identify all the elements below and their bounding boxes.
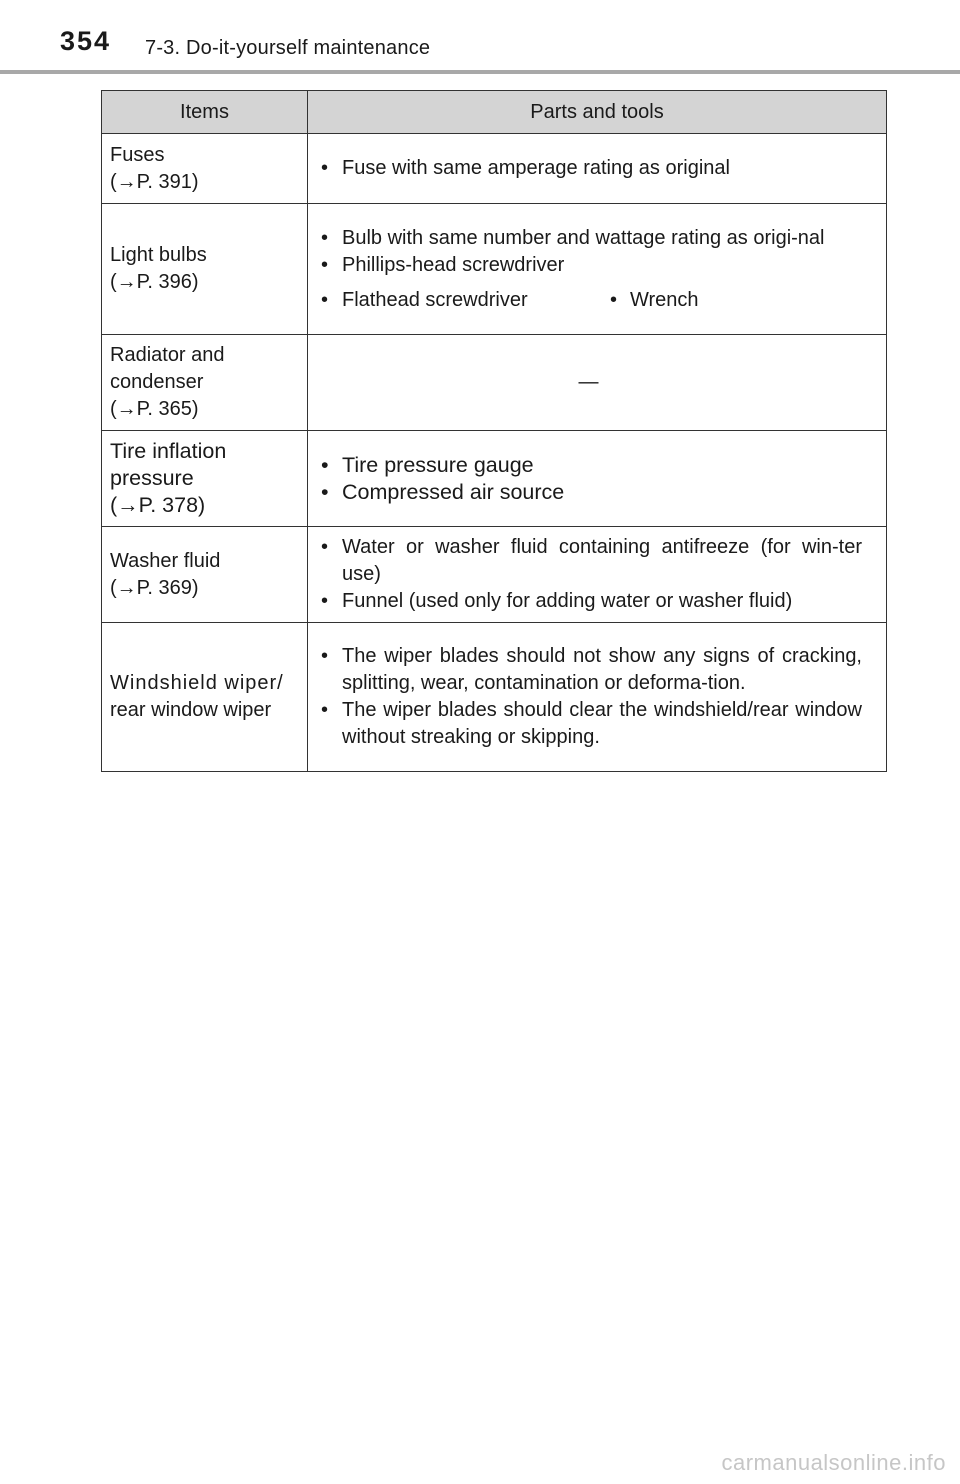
list-item: • Bulb with same number and wattage rating as origi-nal — [315, 225, 862, 252]
table-row — [102, 335, 887, 431]
list-item: • Funnel (used only for adding water or washer fluid) — [315, 588, 862, 615]
list-item: • Compressed air source — [315, 479, 862, 506]
column-header-items: Items — [102, 91, 308, 134]
page-reference-link[interactable]: (→P. 369) — [110, 576, 199, 599]
page-number: 354 — [60, 26, 112, 56]
table-row — [102, 134, 887, 204]
parts-cell-empty-dash: — — [308, 335, 887, 431]
item-name: Tire inflation — [110, 439, 227, 463]
parts-cell — [308, 527, 887, 623]
item-name: Fuses — [110, 143, 165, 166]
item-name: Light bulbs — [110, 244, 207, 266]
column-header-parts: Parts and tools — [308, 91, 887, 134]
table-row — [102, 204, 887, 335]
item-name: pressure — [110, 466, 194, 490]
site-watermark: carmanualsonline.info — [721, 1450, 946, 1475]
page-reference-link[interactable]: (→P. 378) — [110, 493, 206, 517]
list-item: • Phillips-head screwdriver — [315, 252, 862, 279]
page-reference-link[interactable]: (→P. 391) — [110, 170, 199, 193]
list-item: • Fuse with same amperage rating as original — [315, 155, 862, 182]
table-row — [102, 623, 887, 772]
list-item: • Wrench — [610, 287, 699, 314]
page-reference-link[interactable]: (→P. 396) — [110, 271, 199, 293]
parts-cell — [308, 431, 887, 527]
list-item: • Flathead screwdriver — [315, 287, 610, 314]
table-row — [102, 431, 887, 527]
list-item: • Water or washer fluid containing antifreeze (for win-ter use) — [315, 534, 862, 588]
item-name: Windshield wiper/ — [110, 672, 284, 694]
parts-cell — [308, 134, 887, 204]
table-header-row — [102, 91, 887, 134]
list-item: • The wiper blades should clear the windshield/rear window without streaking or skipping. — [315, 697, 862, 751]
item-cell — [102, 623, 308, 772]
item-cell — [102, 431, 308, 527]
item-name: Washer fluid — [110, 549, 221, 572]
page-reference-link[interactable]: (→P. 365) — [110, 398, 199, 420]
item-cell — [102, 204, 308, 335]
parts-cell — [308, 623, 887, 772]
item-name: rear window wiper — [110, 699, 272, 721]
tool-pair — [315, 287, 862, 314]
parts-cell — [308, 204, 887, 335]
list-item: • Tire pressure gauge — [315, 452, 862, 479]
item-name: Radiator and — [110, 344, 225, 366]
item-name: condenser — [110, 371, 204, 393]
section-title: 7-3. Do-it-yourself maintenance — [145, 37, 431, 59]
item-cell — [102, 134, 308, 204]
item-cell — [102, 527, 308, 623]
header-rule — [0, 70, 960, 74]
list-item: • The wiper blades should not show any signs of cracking, splitting, wear, contamination or deforma-tion. — [315, 643, 862, 697]
item-cell — [102, 335, 308, 431]
maintenance-parts-table — [101, 90, 887, 772]
table-row — [102, 527, 887, 623]
